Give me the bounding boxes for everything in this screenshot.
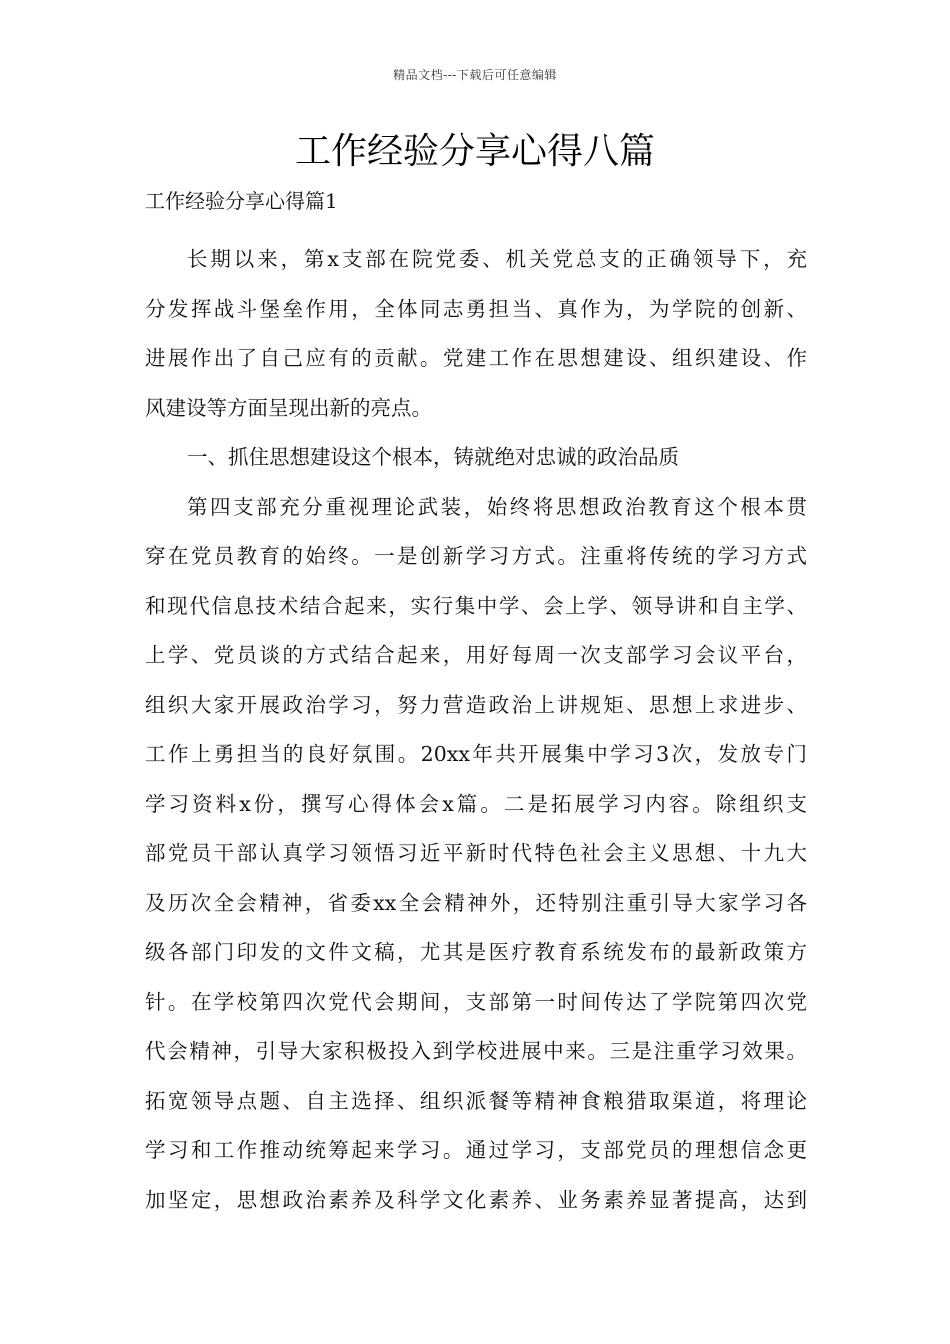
body-line: 长期以来，第x支部在院党委、机关党总支的正确领导下，充 bbox=[187, 247, 807, 271]
body-line: 部党员干部认真学习领悟习近平新时代特色社会主义思想、十九大 bbox=[145, 841, 807, 865]
body-line: 进展作出了自己应有的贡献。党建工作在思想建设、组织建设、作 bbox=[145, 346, 807, 370]
body-line: 加坚定，思想政治素养及科学文化素养、业务素养显著提高，达到 bbox=[145, 1187, 807, 1212]
body-line: 分发挥战斗堡垒作用，全体同志勇担当、真作为，为学院的创新、 bbox=[145, 296, 807, 321]
body-line: 一、抓住思想建设这个根本，铸就绝对忠诚的政治品质 bbox=[187, 445, 679, 469]
body-line: 和现代信息技术结合起来，实行集中学、会上学、领导讲和自主学、 bbox=[145, 593, 807, 618]
body-line: 针。在学校第四次党代会期间，支部第一时间传达了学院第四次党 bbox=[145, 989, 807, 1014]
body-line: 上学、党员谈的方式结合起来，用好每周一次支部学习会议平台， bbox=[145, 643, 807, 667]
body-line: 及历次全会精神，省委xx全会精神外，还特别注重引导大家学习各 bbox=[145, 890, 807, 915]
section-subtitle: 工作经验分享心得篇1 bbox=[145, 189, 338, 213]
body-line: 学习和工作推动统筹起来学习。通过学习，支部党员的理想信念更 bbox=[145, 1138, 807, 1162]
body-line: 风建设等方面呈现出新的亮点。 bbox=[145, 395, 432, 420]
body-line: 组织大家开展政治学习，努力营造政治上讲规矩、思想上求进步、 bbox=[145, 692, 807, 717]
body-line: 级各部门印发的文件文稿，尤其是医疗教育系统发布的最新政策方 bbox=[145, 940, 807, 964]
header-note: 精品文档---下载后可任意编辑 bbox=[393, 68, 557, 82]
body-line: 穿在党员教育的始终。一是创新学习方式。注重将传统的学习方式 bbox=[145, 544, 807, 568]
body-line: 拓宽领导点题、自主选择、组织派餐等精神食粮猎取渠道，将理论 bbox=[145, 1088, 807, 1113]
body-line: 第四支部充分重视理论武装，始终将思想政治教育这个根本贯 bbox=[187, 494, 807, 519]
body-text bbox=[145, 235, 807, 1225]
document-title: 工作经验分享心得八篇 bbox=[294, 131, 655, 172]
body-line: 工作上勇担当的良好氛围。20xx年共开展集中学习3次，发放专门 bbox=[145, 742, 807, 766]
body-line: 学习资料x份，撰写心得体会x篇。二是拓展学习内容。除组织支 bbox=[145, 791, 807, 816]
body-line: 代会精神，引导大家积极投入到学校进展中来。三是注重学习效果。 bbox=[145, 1039, 807, 1063]
